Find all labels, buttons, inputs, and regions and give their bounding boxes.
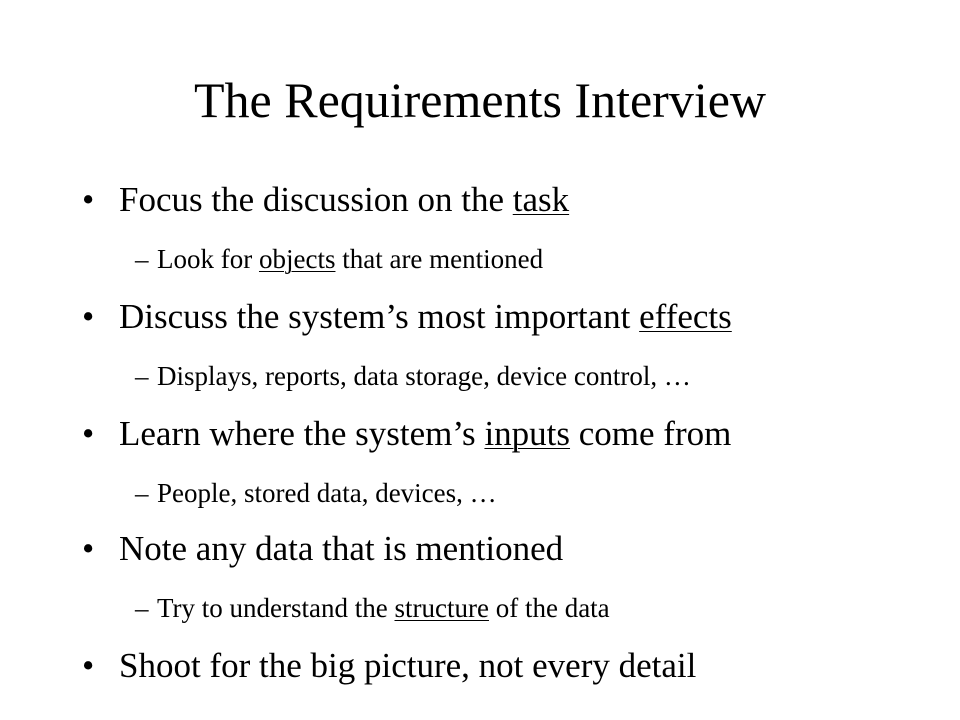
underlined-term-objects: objects — [258, 244, 336, 274]
dash-icon: – — [135, 244, 149, 274]
bullet-text: Shoot for the big picture, not every detail — [119, 646, 697, 685]
bullet-item-inputs — [82, 414, 731, 454]
sub-item-text: Look for — [157, 244, 259, 274]
bullet-icon: • — [82, 414, 95, 453]
underlined-term-inputs: inputs — [484, 414, 571, 453]
bullet-text: Focus the discussion on the — [119, 180, 513, 219]
bullet-icon: • — [82, 297, 95, 336]
sub-item-people — [135, 477, 497, 509]
bullet-text: Note any data that is mentioned — [119, 529, 564, 568]
dash-icon: – — [135, 593, 149, 623]
bullet-text-tail: come from — [570, 414, 732, 453]
bullet-item-effects — [82, 297, 732, 337]
dash-icon: – — [135, 361, 149, 391]
bullet-icon: • — [82, 180, 95, 219]
slide-title: The Requirements Interview — [193, 72, 767, 128]
dash-icon: – — [135, 478, 149, 508]
underlined-term-task: task — [512, 180, 570, 219]
bullet-item-data — [82, 529, 563, 569]
bullet-icon: • — [82, 529, 95, 568]
sub-item-text: Try to understand the — [157, 593, 395, 623]
sub-item-text-tail: that are mentioned — [335, 244, 544, 274]
sub-item-text: People, stored data, devices, … — [157, 478, 497, 508]
sub-item-text-tail: of the data — [488, 593, 610, 623]
sub-item-structure — [135, 592, 610, 624]
underlined-term-structure: structure — [394, 593, 489, 623]
bullet-item-focus — [82, 180, 569, 220]
bullet-icon: • — [82, 646, 95, 685]
bullet-text: Learn where the system’s — [119, 414, 485, 453]
sub-item-objects — [135, 243, 543, 275]
bullet-item-big-picture — [82, 646, 696, 686]
sub-item-text: Displays, reports, data storage, device control, … — [157, 361, 691, 391]
underlined-term-effects: effects — [639, 297, 732, 336]
bullet-text: Discuss the system’s most important — [119, 297, 640, 336]
sub-item-displays — [135, 360, 691, 392]
